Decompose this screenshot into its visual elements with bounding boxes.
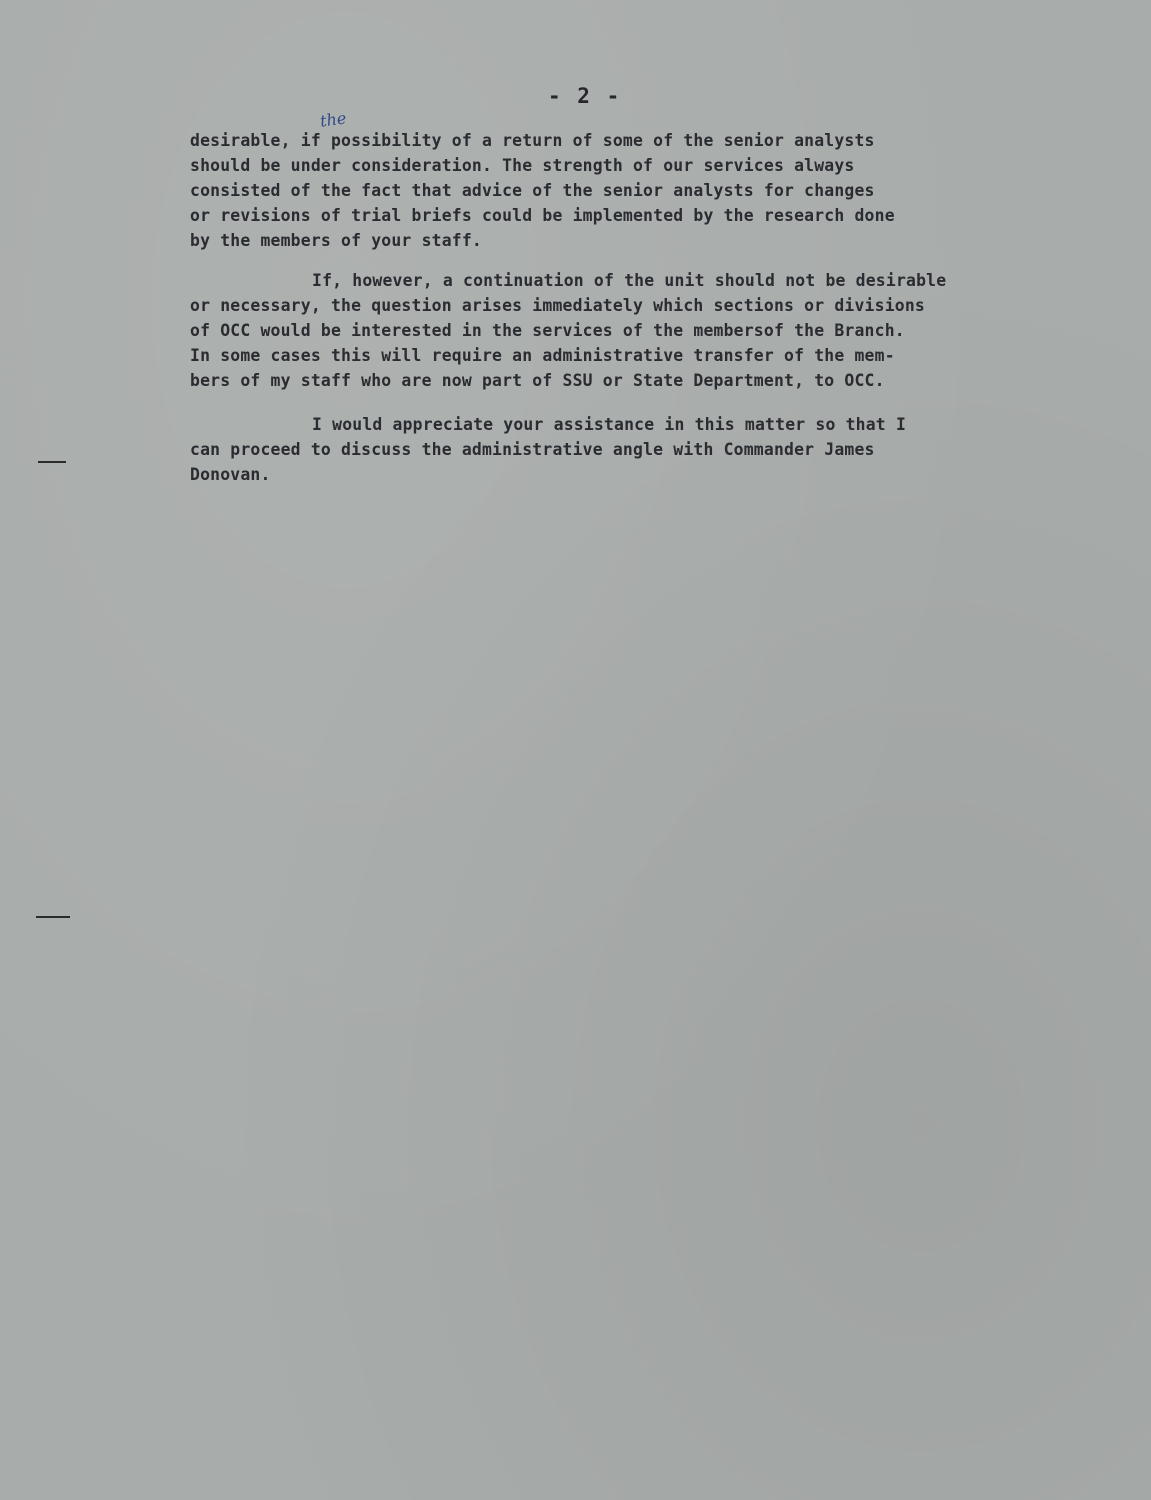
text-line: I would appreciate your assistance in this matter so that I <box>312 415 907 434</box>
text-line: can proceed to discuss the administrative angle with Commander James <box>190 440 875 459</box>
text-line: desirable, if possibility of a return of some of the senior analysts <box>190 131 875 150</box>
text-line: consisted of the fact that advice of the senior analysts for changes <box>190 181 875 200</box>
text-line: or revisions of trial briefs could be implemented by the research done <box>190 206 895 225</box>
text-line: by the members of your staff. <box>190 231 482 250</box>
paragraph-3 <box>190 412 1070 487</box>
text-line: bers of my staff who are now part of SSU or State Department, to OCC. <box>190 371 885 390</box>
text-line: Donovan. <box>190 465 271 484</box>
text-line: should be under consideration. The strength of our services always <box>190 156 855 175</box>
text-line: or necessary, the question arises immediately which sections or divisions <box>190 296 925 315</box>
margin-punch-mark <box>38 461 66 463</box>
handwritten-insertion: the <box>318 108 348 131</box>
text-line: If, however, a continuation of the unit should not be desirable <box>312 271 947 290</box>
paragraph-2 <box>190 268 1070 393</box>
paragraph-1 <box>190 128 1070 253</box>
page-number: - 2 - <box>548 84 622 108</box>
margin-punch-mark <box>36 916 70 918</box>
text-line: of OCC would be interested in the services of the membersof the Branch. <box>190 321 905 340</box>
text-line: In some cases this will require an administrative transfer of the mem- <box>190 346 895 365</box>
